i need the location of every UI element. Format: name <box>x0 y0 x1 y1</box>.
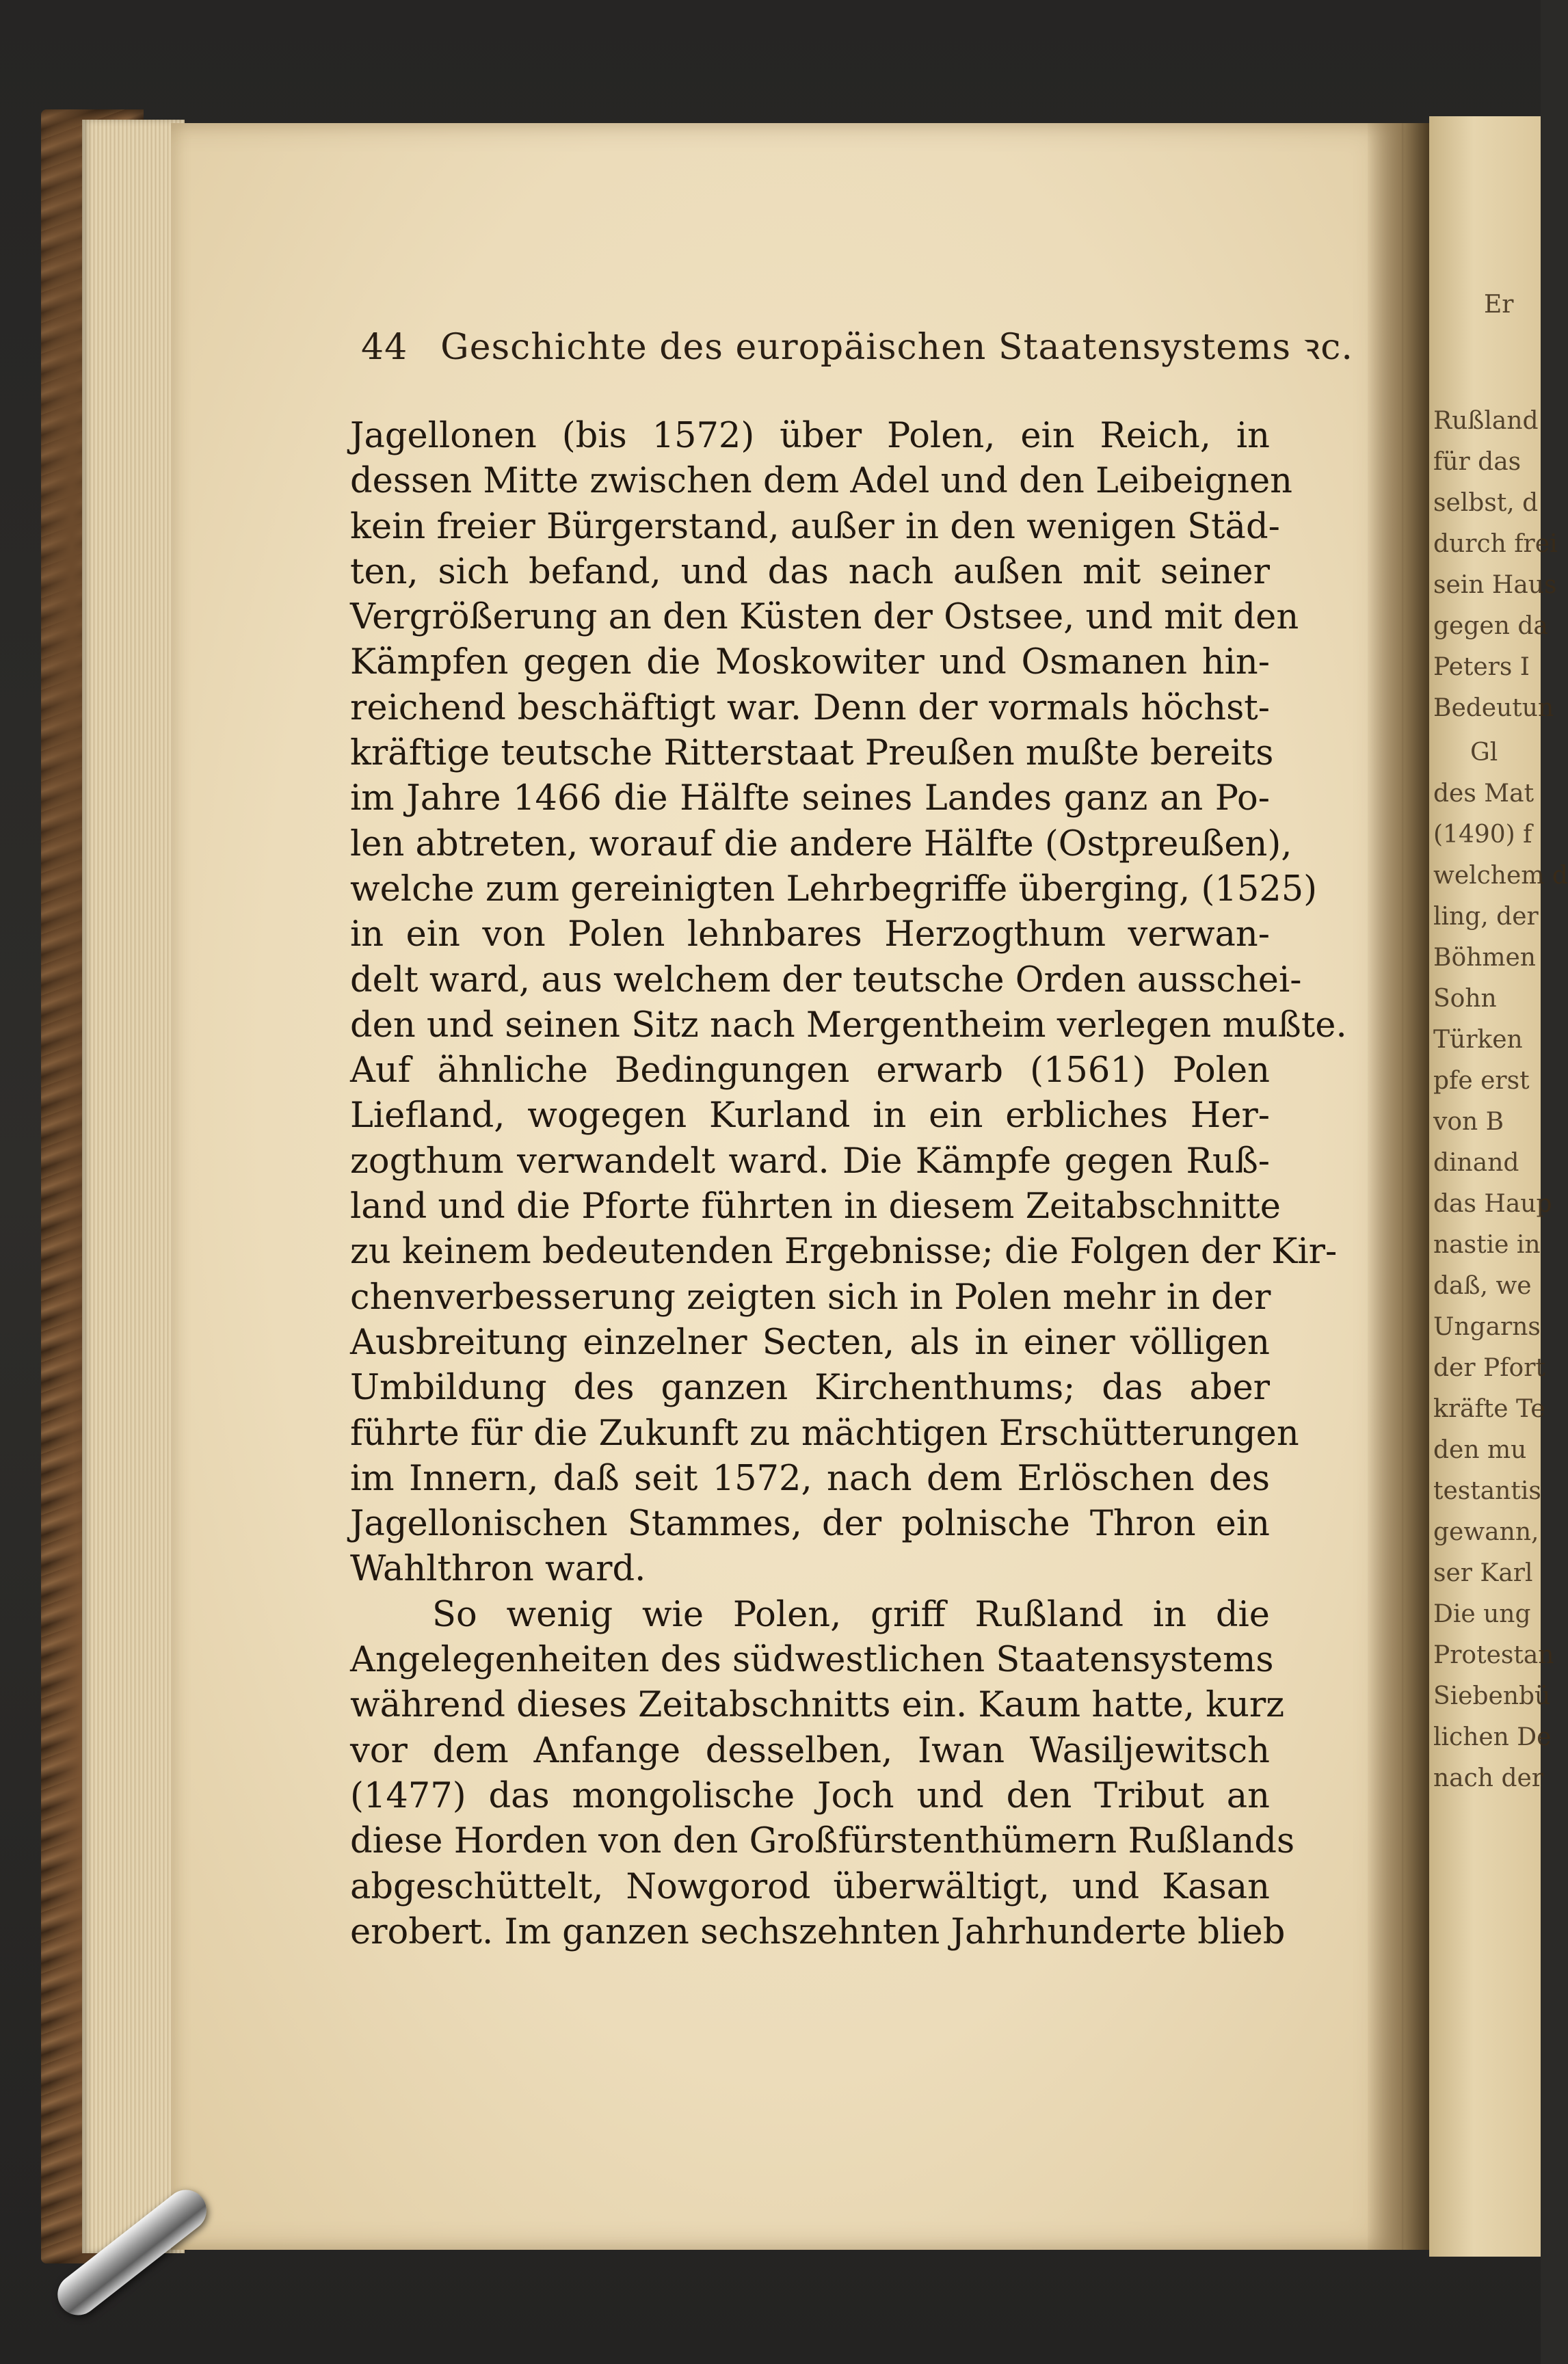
facing-fragment: welchem d <box>1433 862 1568 890</box>
facing-fragment: nach der <box>1433 1764 1543 1792</box>
text-line: den und seinen Sitz nach Mergentheim verlegen mußte. <box>350 1005 1347 1046</box>
facing-fragment: Ungarns <box>1433 1313 1541 1341</box>
facing-fragment: pfe erst <box>1433 1067 1530 1095</box>
facing-fragment: (1490) f <box>1433 821 1532 849</box>
facing-fragment: Peters I <box>1433 653 1530 681</box>
text-line: im Jahre 1466 die Hälfte seines Landes ganz an Po- <box>350 778 1270 819</box>
text-line: zu keinem bedeutenden Ergebnisse; die Folgen der Kir- <box>350 1232 1338 1273</box>
text-line: len abtreten, worauf die andere Hälfte (Ostpreußen), <box>350 823 1292 864</box>
facing-fragment: durch frei <box>1433 530 1558 558</box>
text-line: Vergrößerung an den Küsten der Ostsee, und mit den <box>350 597 1299 638</box>
text-line: Jagellonen (bis 1572) über Polen, ein Reich, in <box>350 416 1270 456</box>
text-line: führte für die Zukunft zu mächtigen Erschütterungen <box>350 1413 1299 1454</box>
text-line: zogthum verwandelt ward. Die Kämpfe gegen Ruß- <box>350 1141 1270 1182</box>
facing-page-edge <box>1429 116 1568 2257</box>
text-line: kräftige teutsche Ritterstaat Preußen mußte bereits <box>350 733 1274 774</box>
book-gutter <box>1368 123 1429 2250</box>
running-title: Geschichte des europäischen Staatensystems ꝛc. <box>440 327 1353 368</box>
facing-fragment: von B <box>1433 1108 1504 1136</box>
text-line: reichend beschäftigt war. Denn der vormals höchst- <box>350 687 1270 728</box>
facing-fragment: selbst, d <box>1433 489 1539 517</box>
facing-fragment: ling, der <box>1433 903 1539 931</box>
facing-fragment: Bedeutun <box>1433 694 1554 722</box>
facing-fragment: ser Karl <box>1433 1559 1533 1587</box>
facing-fragment: gewann, <box>1433 1518 1539 1546</box>
paragraph-first-line: So wenig wie Polen, griff Rußland in die <box>432 1594 1270 1635</box>
text-line: Liefland, wogegen Kurland in ein erbliches Her- <box>350 1095 1270 1137</box>
text-line: in ein von Polen lehnbares Herzogthum verwan- <box>350 914 1270 955</box>
text-line: Wahlthron ward. <box>350 1549 646 1590</box>
facing-fragment: sein Haus <box>1433 571 1557 599</box>
page-number: 44 <box>361 327 408 368</box>
text-line: kein freier Bürgerstand, außer in den wenigen Städ- <box>350 506 1280 547</box>
page-block-edges <box>82 120 185 2253</box>
facing-fragment: daß, we <box>1433 1272 1532 1300</box>
text-line: (1477) das mongolische Joch und den Tribut an <box>350 1775 1270 1816</box>
text-line: Kämpfen gegen die Moskowiter und Osmanen hin- <box>350 642 1270 683</box>
text-line: Ausbreitung einzelner Secten, als in einer völligen <box>350 1322 1270 1363</box>
facing-fragment: das Haup <box>1433 1190 1552 1218</box>
facing-fragment: für das <box>1433 448 1522 476</box>
facing-fragment: der Pfort <box>1433 1354 1545 1382</box>
text-line: Umbildung des ganzen Kirchenthums; das aber <box>350 1368 1270 1409</box>
facing-fragment: den mu <box>1433 1436 1527 1464</box>
facing-fragment: Böhmen <box>1433 944 1536 972</box>
text-line: abgeschüttelt, Nowgorod überwältigt, und Kasan <box>350 1866 1270 1907</box>
facing-fragment: kräfte Te <box>1433 1395 1545 1423</box>
text-line: chenverbesserung zeigten sich in Polen mehr in der <box>350 1277 1271 1318</box>
text-line: land und die Pforte führten in diesem Zeitabschnitte <box>350 1186 1281 1227</box>
facing-fragment: testantis <box>1433 1477 1541 1505</box>
facing-fragment: Sohn <box>1433 985 1497 1013</box>
facing-fragment: lichen De <box>1433 1723 1552 1751</box>
facing-fragment: Protestan <box>1433 1641 1554 1669</box>
page-header <box>361 321 1353 370</box>
text-line: Angelegenheiten des südwestlichen Staatensystems <box>350 1640 1274 1681</box>
text-line: vor dem Anfange desselben, Iwan Wasiljewitsch <box>350 1730 1270 1771</box>
text-line: ten, sich befand, und das nach außen mit seiner <box>350 551 1270 592</box>
text-line: Jagellonischen Stammes, der polnische Thron ein <box>350 1504 1270 1545</box>
text-line: welche zum gereinigten Lehrbegriffe überging, (1525) <box>350 868 1318 909</box>
facing-fragment: nastie in <box>1433 1231 1541 1259</box>
facing-fragment: des Mat <box>1433 780 1534 808</box>
text-line: diese Horden von den Großfürstenthümern Rußlands <box>350 1821 1295 1862</box>
facing-fragment: Türken <box>1433 1026 1523 1054</box>
facing-fragment: Er <box>1484 291 1514 319</box>
text-line: erobert. Im ganzen sechszehnten Jahrhunderte blieb <box>350 1911 1286 1952</box>
facing-fragment: gegen da <box>1433 612 1548 640</box>
text-line: Auf ähnliche Bedingungen erwarb (1561) Polen <box>350 1050 1270 1091</box>
page-body-text <box>350 414 1347 1955</box>
facing-fragment: dinand <box>1433 1149 1519 1177</box>
text-line: während dieses Zeitabschnitts ein. Kaum hatte, kurz <box>350 1685 1285 1726</box>
text-line: delt ward, aus welchem der teutsche Orden ausschei- <box>350 959 1302 1000</box>
facing-fragment: Siebenbü <box>1433 1682 1551 1710</box>
facing-fragment: Gl <box>1470 739 1498 767</box>
text-line: dessen Mitte zwischen dem Adel und den Leibeignen <box>350 461 1293 502</box>
facing-fragment: Die ung <box>1433 1600 1531 1628</box>
text-line: im Innern, daß seit 1572, nach dem Erlöschen des <box>350 1458 1270 1499</box>
facing-fragment: Rußland <box>1433 407 1539 435</box>
